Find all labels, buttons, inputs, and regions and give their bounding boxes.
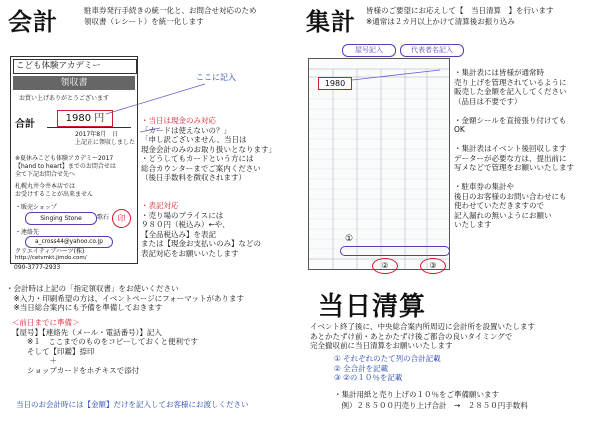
settle-item-0: ① それぞれのたて列の合計記載 — [334, 354, 441, 363]
prep-line-1: 【屋号】【連絡先（メール・電話番号）】記入 — [12, 327, 162, 337]
receipt-usage-bullets — [6, 284, 244, 313]
display-note-4: 表記対応をお願いいたします — [141, 248, 239, 258]
prep-title: ＜前日までに準備＞ — [12, 318, 80, 327]
final-note: 当日のお会計時には【金額】だけを記入してお客様にお渡しください — [16, 400, 249, 409]
usage-bullet-1: ※入力・印刷希望の方は、イベントページにフォーマットがあります — [6, 293, 244, 303]
settle-item-1: ② 全合計を記載 — [334, 363, 389, 373]
summary-note-6: OK — [454, 125, 465, 134]
receipt-shop-name: Singing Stone — [25, 212, 97, 225]
section-title-accounting: 会計 — [8, 8, 58, 36]
fee-line-2: 例）２８５００円売り上げ合計 → ２８５０円手数料 — [334, 401, 528, 410]
label-representative: 代表者名記入 — [400, 44, 464, 57]
summary-note-16: いたします — [454, 220, 492, 229]
accounting-desc-2: 領収書（レシート）を統一化します — [84, 17, 204, 26]
receipt-received-note: 上記正に領収しました — [75, 139, 136, 146]
tally-first-entry: 1980 — [318, 77, 352, 90]
receipt-shop-label: ・販売ショップ — [15, 204, 57, 211]
summary-note-5: ・金額シールを直接張り付けても — [454, 115, 567, 125]
summary-note-14: 使わせていただきますので — [454, 201, 544, 210]
cash-note-2: 「申し訳ございません、当日は — [141, 135, 247, 144]
summary-desc-2: ※通常は２カ月以上かけて清算後お振り込み — [366, 17, 515, 26]
settlement-desc — [310, 322, 535, 351]
display-note-1: ９８０円（税込み）←や、 — [141, 220, 230, 229]
settlement-items — [334, 354, 441, 383]
summary-note-4 — [454, 106, 574, 116]
cash-note-0: ・当日は現金のみ対応 — [141, 116, 216, 125]
receipt-email: a_cross44@yahoo.co.jp — [25, 236, 113, 248]
summary-note-0: ・集計表には皆様が通常時 — [454, 68, 544, 77]
tally-arrow — [350, 66, 450, 86]
label-shop-name: 屋号記入 — [342, 44, 396, 57]
summary-notes — [454, 68, 574, 230]
receipt-event-line-3: 全て下記お問合せ先へ — [15, 171, 76, 178]
summary-note-2: 販売した金額を記入してください — [454, 87, 567, 96]
receipt-shop-suffix: 歌石 — [97, 214, 110, 221]
display-title: ・表記対応 — [141, 201, 179, 210]
receipt-date: 2017年8月 日 — [75, 131, 119, 138]
summary-note-10: 写メなどで管理をお願いいたします — [454, 163, 574, 172]
callout-here: ここに記入 — [196, 73, 236, 82]
cash-note-3: 現金会計のみのお取り扱いとなります」 — [141, 144, 276, 154]
summary-note-11 — [454, 173, 574, 183]
tally-marker-2: ② — [372, 258, 398, 274]
settle-desc-2: 完全撤収前に当日清算をお願いいたします — [310, 341, 453, 350]
cash-note-5: 総合カウンターまでご案内ください — [141, 163, 261, 173]
summary-note-8: ・集計表はイベント後回収します — [454, 144, 567, 153]
prep-line-5: ショップカードをホチキスで添付 — [12, 365, 140, 375]
cash-note-4: ・どうしてもカードという方には — [141, 154, 254, 163]
cash-notes — [141, 116, 276, 183]
receipt-url: http://cetvmkt.jimdo.com/ — [15, 255, 87, 261]
settle-desc-1: あとかたずけ前・あとかたずけ後ご都合の良いタイミングで — [310, 331, 513, 341]
receipt-thanks: お買い上げありがとうございます — [19, 95, 110, 102]
settle-desc-0: イベント終了後に、中央総合案内所周辺に会計所を設置いたします — [310, 322, 535, 331]
summary-note-9: データーが必要な方は、提出前に — [454, 153, 567, 163]
usage-bullet-0: ・会計時は上記の「指定領収書」をお使いください — [6, 284, 179, 293]
summary-note-12: ・駐車券の集計や — [454, 182, 514, 191]
settlement-title: 当日清算 — [318, 292, 427, 322]
usage-bullet-2: ※当日総合案内にも予備を準備しておきます — [6, 303, 163, 312]
receipt-creator: クリエイティブハーツ(株) — [15, 248, 85, 255]
settle-item-2: ③ ②の１０％を記載 — [334, 373, 403, 382]
receipt-amount: 1980 円 — [57, 110, 113, 127]
summary-note-7 — [454, 135, 574, 145]
summary-note-1: 売り上げを管理されているように — [454, 77, 567, 87]
display-notes — [141, 201, 261, 258]
section-title-summary: 集計 — [306, 8, 356, 36]
display-note-2: 【全品税込み】を表記 — [141, 229, 216, 239]
fee-line-1: ・集計用紙と売り上げの１０％をご準備願います — [334, 390, 499, 399]
receipt-contact-label: ・連絡先 — [15, 229, 40, 236]
summary-note-15: 記入漏れの無いようにお願い — [454, 210, 552, 220]
prep-line-4: ＋ — [12, 356, 57, 365]
accounting-desc-1: 駐車券発行手続きの統一化と、お問合せ対応のため — [84, 6, 257, 15]
summary-note-13: 後日のお客様のお問い合わせにも — [454, 191, 567, 201]
receipt-org-name: こども体験アカデミー — [13, 59, 137, 74]
tally-marker-3: ③ — [420, 258, 446, 274]
display-note-0: ・売り場のプライスには — [141, 210, 224, 220]
cash-note-6: （後日手数料を徴収されます） — [141, 173, 246, 182]
tally-marker-1: ① — [345, 234, 354, 244]
receipt-phone: 090-3777-2933 — [14, 264, 61, 271]
receipt-event-line-1: ※夏休みこども体験アカデミー2017 — [15, 155, 114, 162]
receipt-event-line-2: 【hand to heart】までのお問合せは — [15, 163, 116, 170]
receipt-parking-line-2: お受けすることが出来ません — [15, 191, 94, 198]
summary-note-3: （品目は不要です） — [454, 96, 522, 106]
receipt-parking-line-1: 札幌丸井今井本店では — [15, 183, 76, 190]
tally-sheet-grid — [309, 59, 449, 269]
summary-desc-1: 皆様のご要望にお応えして【 当日清算 】を行います — [366, 6, 554, 15]
tally-column-total-highlight — [340, 246, 450, 256]
cash-note-1: 「カードは使えないの？」 — [141, 125, 231, 135]
prep-line-3: そして【印鑑】捺印 — [12, 346, 95, 356]
seal-stamp: 印 — [112, 209, 131, 228]
prep-line-2: ※１ ここまでのものをコピーしておくと便利です — [12, 337, 198, 346]
display-note-3: または【現金お支払いのみ】などの — [141, 239, 261, 248]
receipt-total-label: 合計 — [15, 119, 35, 130]
receipt-label: 領収書 — [13, 76, 135, 90]
prep-section — [12, 318, 198, 375]
